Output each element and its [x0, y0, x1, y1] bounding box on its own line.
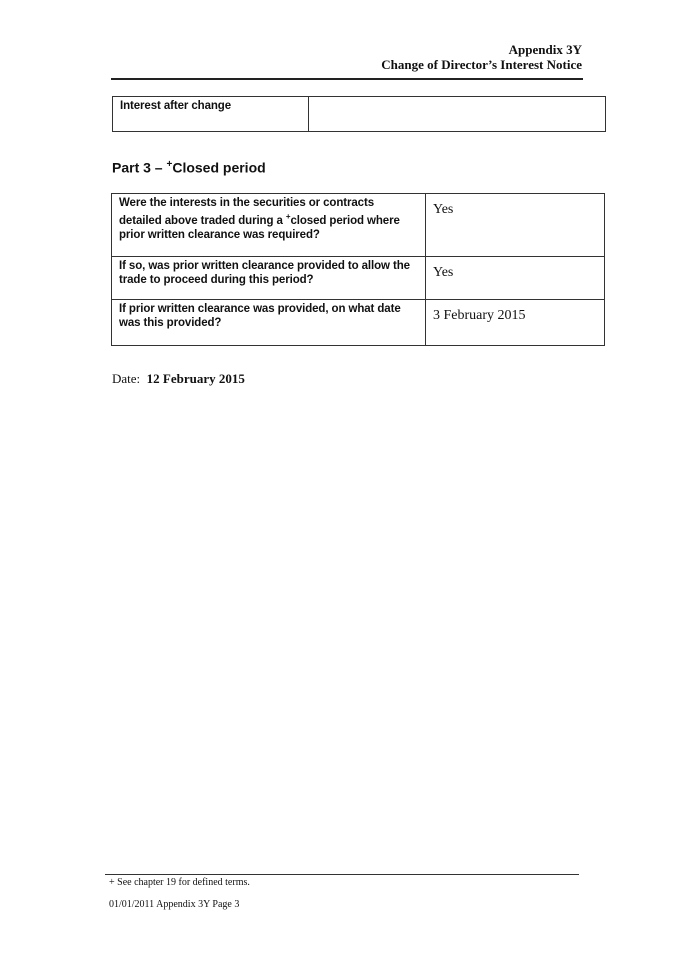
defined-term-plus: + [166, 159, 173, 170]
page-reference: 01/01/2011 Appendix 3Y Page 3 [109, 899, 240, 910]
date-label: Date: [112, 371, 141, 386]
table-row [112, 300, 605, 346]
date-line [112, 371, 245, 387]
footnote: + See chapter 19 for defined terms. [109, 877, 250, 888]
part3-title: Closed period [172, 159, 266, 176]
document-header [381, 42, 582, 72]
answer-clearance-date: 3 February 2015 [433, 308, 526, 323]
table-row [112, 257, 605, 300]
answer-clearance-provided: Yes [433, 265, 454, 280]
table-row [112, 194, 605, 257]
interest-after-change-label: Interest after change [120, 100, 232, 112]
footer-divider [105, 874, 579, 875]
question-clearance-provided: If so, was prior written clearance provided to allow the trade to proceed during this period? [119, 260, 410, 286]
date-value: 12 February 2015 [146, 371, 245, 386]
interest-after-change-table [112, 96, 606, 132]
question-traded-closed-period: Were the interests in the securities or contracts detailed above traded during a +closed period where prior written clearance was required? [119, 197, 400, 241]
header-title: Change of Director’s Interest Notice [381, 57, 582, 72]
part3-prefix: Part 3 – [112, 159, 167, 176]
part3-heading [112, 159, 266, 176]
question-clearance-date: If prior written clearance was provided, on what date was this provided? [119, 303, 401, 329]
closed-period-table [111, 193, 605, 346]
header-divider [111, 78, 583, 80]
table-row [113, 97, 606, 132]
answer-traded-closed-period: Yes [433, 202, 454, 217]
interest-after-change-value [309, 97, 605, 113]
header-appendix: Appendix 3Y [508, 42, 582, 57]
